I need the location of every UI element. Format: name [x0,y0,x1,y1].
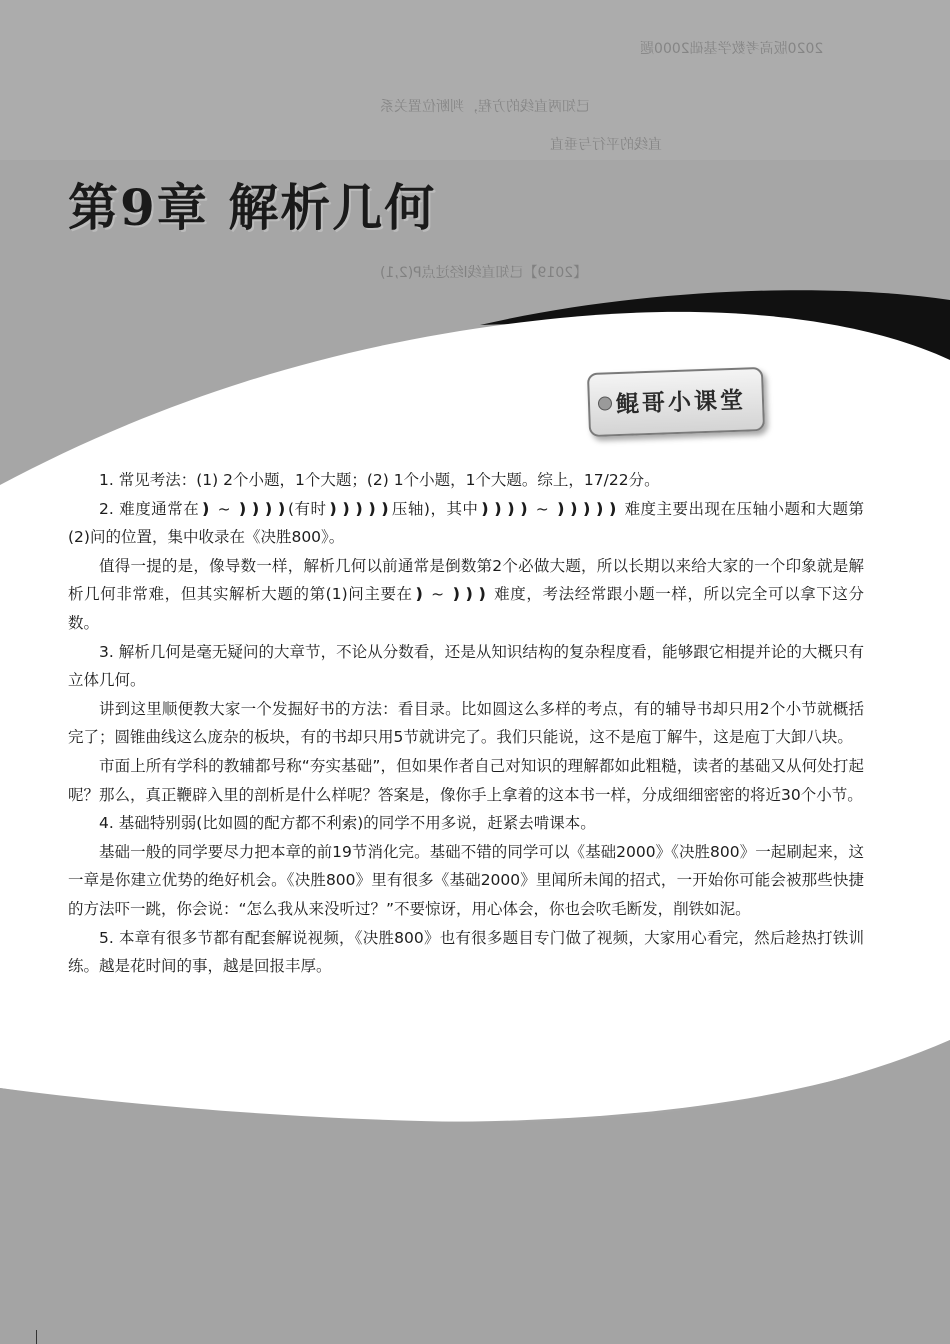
paragraph-5: 讲到这里顺便教大家一个发掘好书的方法：看目录。比如圆这么多样的考点，有的辅导书却只用2个小节就概括完了；圆锥曲线这么庞杂的板块，有的书却只用5节就讲完了。我们只能说，这不是庖丁解牛，这是庖丁大卸八块。 [68,699,864,747]
ghost-section-text: 直线的平行与垂直 [550,137,662,153]
ghost-line-1: 已知两直线的方程，判断位置关系 [380,99,590,115]
lesson-tag [587,367,765,437]
paragraph-7: 4. 基础特别弱(比如圆的配方都不利索)的同学不用多说，赶紧去啃课本。 [99,814,596,833]
paragraph-2: 2. 难度通常在❫ ~ ❫❫❫❫(有时❫❫❫❫❫压轴)，其中❫❫❫❫ ~ ❫❫❫❫❫ 难度主要出现在压轴小题和大题第(2)问的位置，集中收录在《决胜800》。 [68,499,864,547]
paragraph-3: 值得一提的是，像导数一样，解析几何以前通常是倒数第2个必做大题，所以长期以来给大家的一个印象就是解析几何非常难，但其实解析大题的第(1)问主要在❫ ~ ❫❫❫ 难度，考法经常跟小题一样，所以完全可以拿下这分数。 [68,556,864,632]
paragraph-1: 1. 常见考法：(1) 2个小题，1个大题；(2) 1个小题，1个大题。综上，17/22分。 [99,471,660,489]
chapter-title: 第9章 解析几何 [68,178,437,237]
ghost-header-text: 2020版高考数学基础2000题 [640,41,824,57]
lesson-body [68,466,864,981]
paragraph-4: 3. 解析几何是毫无疑问的大章节，不论从分数看，还是从知识结构的复杂程度看，能够跟它相提并论的大概只有立体几何。 [68,642,864,690]
paragraph-6: 市面上所有学科的教辅都号称“夯实基础”，但如果作者自己对知识的理解都如此粗糙，读者的基础又从何处打起呢？那么，真正鞭辟入里的剖析是什么样呢？答案是，像你手上拿着的这本书一样，分成细细密密的将近30个小节。 [68,756,864,804]
ghost-line-2: 【2019】已知直线l经过点P(2,1) [380,265,588,281]
page-edge-mark [36,1330,37,1344]
paragraph-9: 5. 本章有很多节都有配套解说视频，《决胜800》也有很多题目专门做了视频，大家用心看完，然后趁热打铁训练。越是花时间的事，越是回报丰厚。 [68,928,864,976]
tag-label: 鲲哥小课堂 [615,386,747,419]
tag-hole-icon [598,396,612,410]
paragraph-8: 基础一般的同学要尽力把本章的前19节消化完。基础不错的同学可以《基础2000》《决胜800》一起刷起来，这一章是你建立优势的绝好机会。《决胜800》里有很多《基础2000》里闻所未闻的招式，一开始你可能会被那些快捷的方法吓一跳，你会说：“怎么我从来没听过？”不要惊讶，用心体会，你也会吹毛断发，削铁如泥。 [68,842,864,918]
